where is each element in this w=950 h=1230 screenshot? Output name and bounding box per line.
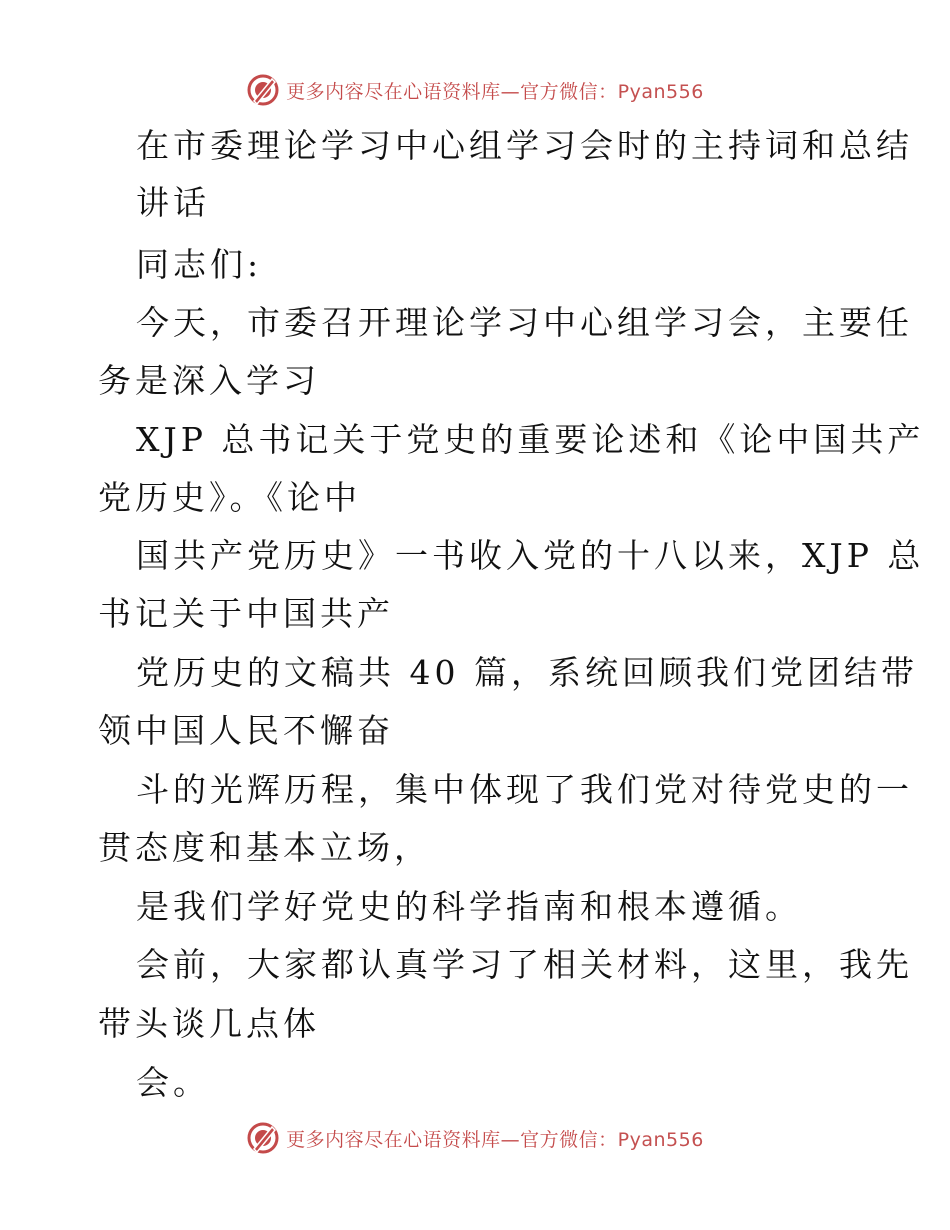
paragraph-line: 会。 (136, 1063, 210, 1102)
pen-seal-icon (246, 1121, 280, 1155)
paragraph-line: 斗的光辉历程，集中体现了我们党对待党史的一 (136, 770, 913, 809)
paragraph-line: 带头谈几点体 (98, 1004, 320, 1043)
watermark-text: 更多内容尽在心语资料库—官方微信：Pyan556 (286, 80, 704, 103)
watermark-banner-bottom (0, 1118, 950, 1158)
paragraph-line: 国共产党历史》一书收入党的十八以来，XJP 总 (136, 536, 925, 575)
wechat-id: Pyan556 (617, 1128, 704, 1151)
watermark-text: 更多内容尽在心语资料库—官方微信：Pyan556 (286, 1128, 704, 1151)
paragraph-line: 今天，市委召开理论学习中心组学习会，主要任 (136, 303, 913, 342)
paragraph-line: 会前，大家都认真学习了相关材料，这里，我先 (136, 945, 913, 984)
paragraph-line: 书记关于中国共产 (98, 594, 394, 633)
title-line-1: 在市委理论学习中心组学习会时的主持词和总结 (136, 126, 913, 165)
wechat-id: Pyan556 (617, 80, 704, 103)
paragraph-line: 务是深入学习 (98, 361, 320, 400)
title-line-2: 讲话 (136, 183, 210, 222)
paragraph-line: 是我们学好党史的科学指南和根本遵循。 (136, 887, 802, 926)
paragraph-line: 党历史》。《论中 (98, 478, 361, 517)
paragraph-line: 党历史的文稿共 40 篇，系统回顾我们党团结带 (136, 653, 918, 692)
paragraph-line: 贯态度和基本立场， (98, 828, 431, 867)
paragraph-line: XJP 总书记关于党史的重要论述和《论中国共产 (136, 420, 925, 459)
paragraph-line: 领中国人民不懈奋 (98, 711, 394, 750)
salutation: 同志们: (136, 245, 263, 284)
